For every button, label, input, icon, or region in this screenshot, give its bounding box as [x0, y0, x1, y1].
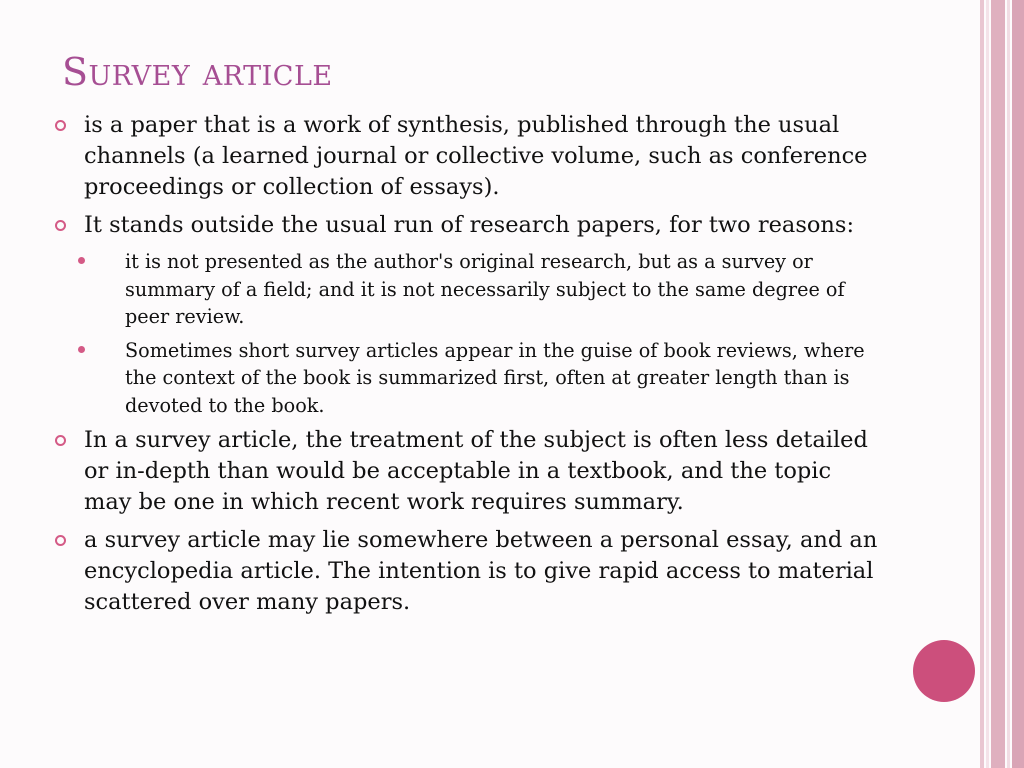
sub-bullet-item	[96, 337, 885, 420]
bullet-item	[55, 110, 885, 203]
bullet-list	[55, 110, 885, 625]
bullet-text: is a paper that is a work of synthesis, published through the usual channels (a learned journal or collective volume, such as conference proceedings or collection of essays).	[84, 112, 868, 200]
sub-bullet-text: it is not presented as the author's original research, but as a survey or summary of a field; and it is not necessarily subject to the same degree of peer review.	[125, 250, 845, 328]
slide-title: Survey article	[62, 50, 333, 94]
sub-bullet-text: Sometimes short survey articles appear in the guise of book reviews, where the context of the book is summarized first, often at greater length than is devoted to the book.	[125, 338, 865, 417]
ring-bullet-icon	[55, 220, 66, 231]
stripe	[980, 0, 984, 768]
bullet-item	[55, 425, 885, 518]
bullet-item	[55, 210, 885, 241]
accent-circle	[913, 640, 975, 702]
stripe	[986, 0, 989, 768]
stripe	[1007, 0, 1010, 768]
bullet-text: It stands outside the usual run of research papers, for two reasons:	[84, 212, 855, 238]
decorative-stripes	[980, 0, 1024, 768]
stripe	[991, 0, 1005, 768]
sub-bullet-item	[96, 248, 885, 331]
bullet-text: a survey article may lie somewhere between a personal essay, and an encyclopedia article. The intention is to give rapid access to material scattered over many papers.	[84, 527, 878, 615]
ring-bullet-icon	[55, 435, 66, 446]
dot-bullet-icon	[78, 257, 85, 264]
dot-bullet-icon	[78, 346, 85, 353]
ring-bullet-icon	[55, 120, 66, 131]
bullet-text: In a survey article, the treatment of the subject is often less detailed or in-depth than would be acceptable in a textbook, and the topic may be one in which recent work requires summary.	[84, 427, 868, 515]
stripe	[1012, 0, 1024, 768]
bullet-item	[55, 525, 885, 618]
ring-bullet-icon	[55, 535, 66, 546]
